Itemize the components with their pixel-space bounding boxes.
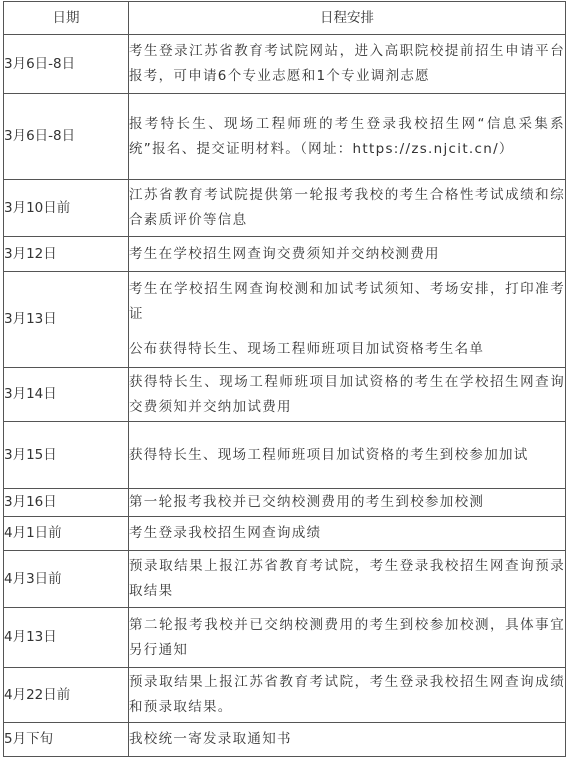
table-header-row [4, 2, 566, 35]
table-row [4, 422, 566, 489]
row-description-text: 获得特长生、现场工程师班项目加试资格的考生到校参加加试 [129, 446, 529, 463]
row-description-text: 考生在学校招生网查询交费须知并交纳校测费用 [129, 245, 440, 262]
table-row [4, 489, 566, 517]
row-description [129, 180, 566, 237]
row-description-text: 预录取结果上报江苏省教育考试院，考生登录我校招生网查询预录取结果 [129, 558, 565, 599]
row-description [129, 272, 566, 368]
row-date: 3月14日 [4, 368, 129, 422]
row-description-text: 第二轮报考我校并已交纳校测费用的考生到校参加校测，具体事宜另行通知 [129, 616, 565, 658]
table-row [4, 180, 566, 237]
row-description [129, 94, 566, 180]
row-description [129, 489, 566, 517]
row-description [129, 608, 566, 668]
table-row [4, 368, 566, 422]
row-description-text: 考生登录江苏省教育考试院网站，进入高职院校提前招生申请平台报考，可申请6个专业志愿和1个专业调剂志愿 [129, 43, 565, 84]
row-date: 4月22日前 [4, 668, 129, 723]
row-description-text: 考生在学校招生网查询校测和加试考试须知、考场安排，打印准考证 [129, 281, 565, 322]
row-description-text: 公布获得特长生、现场工程师班项目加试资格考生名单 [129, 341, 485, 357]
row-date: 4月1日前 [4, 517, 129, 551]
table-row [4, 272, 566, 368]
row-description [129, 368, 566, 422]
row-description [129, 517, 566, 551]
table-row [4, 723, 566, 757]
header-date: 日期 [4, 2, 129, 35]
row-date: 3月16日 [4, 489, 129, 517]
row-date: 3月12日 [4, 237, 129, 272]
row-date: 4月3日前 [4, 551, 129, 608]
row-description-text: 第一轮报考我校并已交纳校测费用的考生到校参加校测 [129, 494, 485, 510]
row-description-text: 报考特长生、现场工程师班的考生登录我校招生网“信息采集系统”报名、提交证明材料。（网址：https://zs.njcit.cn/） [129, 115, 565, 157]
table-row [4, 668, 566, 723]
row-description [129, 668, 566, 723]
row-description-text: 江苏省教育考试院提供第一轮报考我校的考生合格性考试成绩和综合素质评价等信息 [129, 187, 565, 228]
row-date: 3月6日-8日 [4, 35, 129, 94]
row-description [129, 237, 566, 272]
row-date: 3月15日 [4, 422, 129, 489]
table-row [4, 551, 566, 608]
table-row [4, 35, 566, 94]
row-description-text: 预录取结果上报江苏省教育考试院，考生登录我校招生网查询成绩和预录取结果。 [129, 674, 565, 715]
row-date: 3月10日前 [4, 180, 129, 237]
table-row [4, 94, 566, 180]
row-date: 3月13日 [4, 272, 129, 368]
row-description [129, 422, 566, 489]
row-description [129, 551, 566, 608]
table-row [4, 517, 566, 551]
row-description-text: 我校统一寄发录取通知书 [129, 731, 292, 747]
table-row [4, 237, 566, 272]
row-description [129, 35, 566, 94]
row-description-text: 获得特长生、现场工程师班项目加试资格的考生在学校招生网查询交费须知并交纳加试费用 [129, 373, 565, 415]
row-date: 5月下旬 [4, 723, 129, 757]
row-description-text: 考生登录我校招生网查询成绩 [129, 525, 322, 541]
row-date: 4月13日 [4, 608, 129, 668]
row-date: 3月6日-8日 [4, 94, 129, 180]
table-row [4, 608, 566, 668]
header-schedule: 日程安排 [129, 2, 566, 35]
row-description [129, 723, 566, 757]
schedule-table [3, 1, 566, 757]
